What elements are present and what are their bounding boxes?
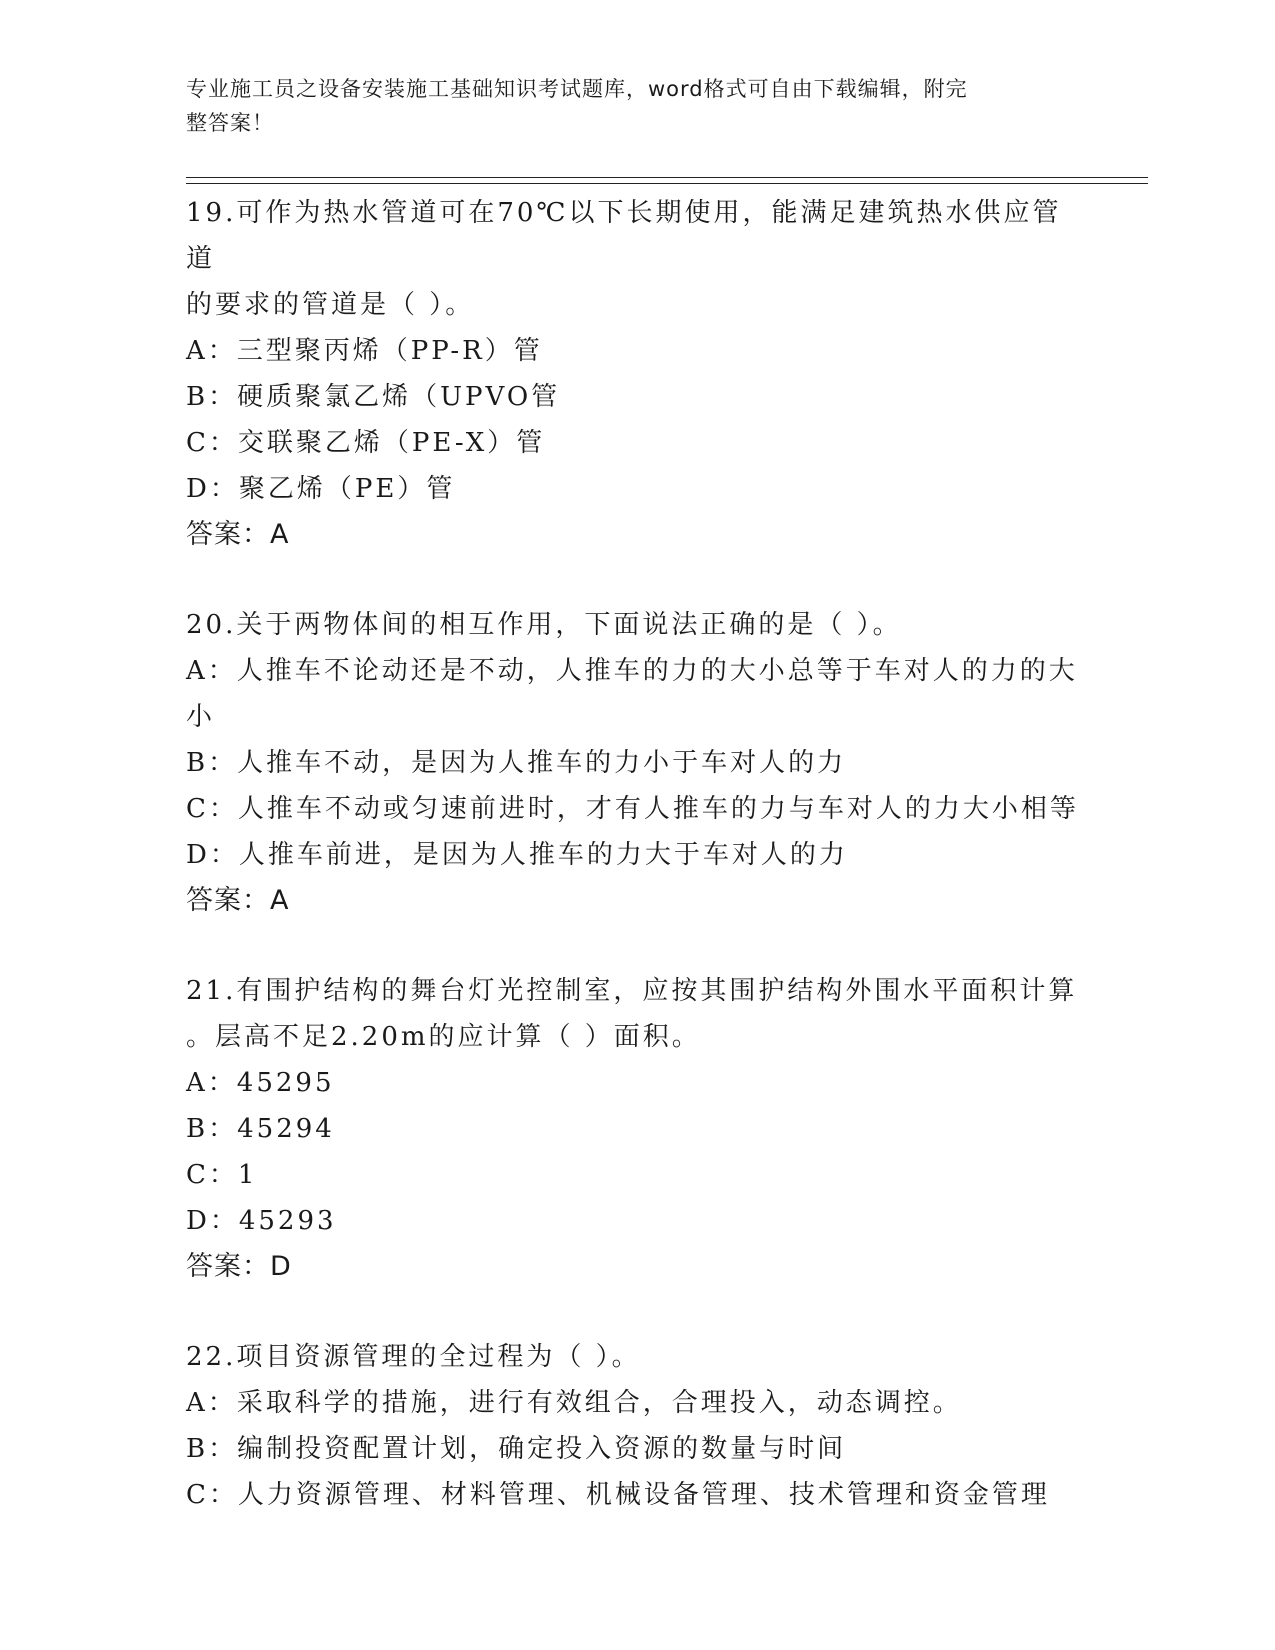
answer-label: 答案：A (186, 885, 290, 916)
document-header (186, 72, 1066, 140)
header-line-2: 整答案！ (186, 111, 274, 135)
option-a: A：三型聚丙烯（PP-R）管 (186, 336, 543, 366)
question-stem: 21.有围护结构的舞台灯光控制室，应按其围护结构外围水平面积计算 (186, 976, 1078, 1006)
option-d: D：人推车前进，是因为人推车的力大于车对人的力 (186, 840, 848, 870)
question-stem: 19.可作为热水管道可在70℃以下长期使用，能满足建筑热水供应管道 (186, 198, 1062, 274)
question-stem: 的要求的管道是（ ）。 (186, 290, 475, 320)
option-a: A：45295 (186, 1068, 335, 1098)
option-c: C：1 (186, 1160, 258, 1190)
option-b: B：人推车不动，是因为人推车的力小于车对人的力 (186, 748, 847, 778)
answer-label: 答案：D (186, 1251, 292, 1282)
question-22 (186, 1334, 1086, 1518)
question-list (186, 190, 1086, 1562)
header-divider-bottom (186, 183, 1148, 184)
option-a: A：人推车不论动还是不动，人推车的力的大小总等于车对人的力的大 (186, 656, 1078, 686)
question-stem: 。层高不足2.20m的应计算（ ）面积。 (186, 1022, 701, 1052)
option-d: D：45293 (186, 1206, 337, 1236)
option-c: C：人推车不动或匀速前进时，才有人推车的力与车对人的力大小相等 (186, 794, 1079, 824)
question-20 (186, 602, 1086, 924)
option-a-continued: 小 (186, 702, 216, 732)
header-divider-top (186, 177, 1148, 178)
option-b: B：45294 (186, 1114, 335, 1144)
header-line-1: 专业施工员之设备安装施工基础知识考试题库，word格式可自由下载编辑，附完 (186, 77, 968, 101)
option-b: B：硬质聚氯乙烯（UPVO管 (186, 382, 561, 412)
question-19 (186, 190, 1086, 558)
question-21 (186, 968, 1086, 1290)
answer-label: 答案：A (186, 519, 290, 550)
option-b: B：编制投资配置计划，确定投入资源的数量与时间 (186, 1434, 847, 1464)
option-c: C：交联聚乙烯（PE-X）管 (186, 428, 546, 458)
question-stem: 20.关于两物体间的相互作用，下面说法正确的是（ ）。 (186, 610, 902, 640)
option-a: A：采取科学的措施，进行有效组合，合理投入，动态调控。 (186, 1388, 962, 1418)
question-stem: 22.项目资源管理的全过程为（ ）。 (186, 1342, 641, 1372)
option-c: C：人力资源管理、材料管理、机械设备管理、技术管理和资金管理 (186, 1480, 1050, 1510)
option-d: D：聚乙烯（PE）管 (186, 474, 456, 504)
